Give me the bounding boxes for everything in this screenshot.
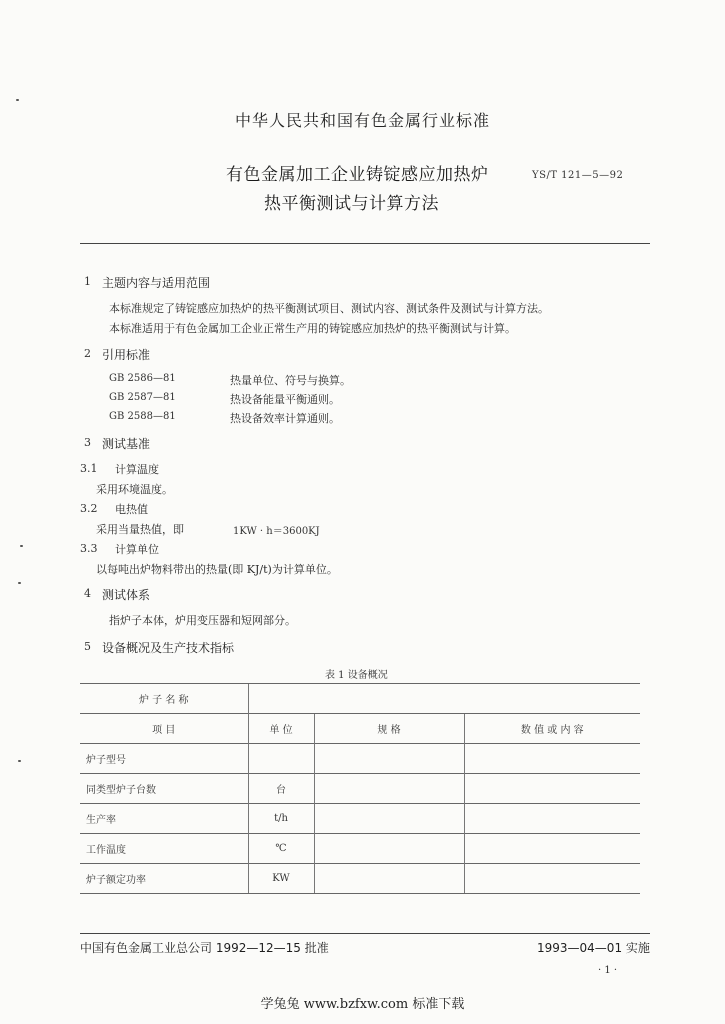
row-spec — [314, 834, 464, 864]
reference-code: GB 2588—81 — [109, 411, 176, 422]
row-item: 工作温度 — [80, 834, 248, 864]
heat-value-formula: 1KW · h＝3600KJ — [233, 526, 320, 537]
row-item: 炉子型号 — [80, 744, 248, 774]
approval-line: 中国有色金属工业总公司 1992—12—15 批准 — [80, 941, 329, 955]
section-3-heading: 测试基准 — [102, 437, 151, 451]
page-number: · 1 · — [598, 965, 618, 976]
implementation-date: 1993—04—01 实施 — [537, 941, 650, 955]
reference-code: GB 2587—81 — [109, 392, 176, 403]
row-value — [464, 774, 640, 804]
section-4-text: 指炉子本体，炉用变压器和短网部分。 — [109, 614, 296, 627]
section-4-number: 4 — [84, 587, 91, 600]
header-rule — [80, 243, 650, 244]
row-item: 同类型炉子台数 — [80, 774, 248, 804]
row-unit: t/h — [248, 804, 314, 834]
document-title-line1: 有色金属加工企业铸锭感应加热炉 — [226, 165, 489, 185]
section-1-number: 1 — [84, 275, 91, 288]
row-value — [464, 744, 640, 774]
subsection-3-3-text: 以每吨出炉物料带出的热量(即 KJ/t)为计算单位。 — [96, 563, 338, 576]
column-header-spec: 规 格 — [314, 714, 464, 744]
table-row — [80, 804, 640, 834]
subsection-3-1-text: 采用环境温度。 — [96, 483, 173, 496]
subsection-3-3-title: 计算单位 — [115, 543, 159, 556]
section-5-heading: 设备概况及生产技术指标 — [102, 641, 235, 655]
row-value — [464, 834, 640, 864]
table-row — [80, 864, 640, 894]
table-row — [80, 834, 640, 864]
column-header-unit: 单 位 — [248, 714, 314, 744]
furnace-name-value — [248, 684, 640, 714]
table-row — [80, 774, 640, 804]
reference-title: 热量单位、符号与换算。 — [230, 374, 351, 387]
equipment-overview-table — [80, 683, 640, 894]
subsection-3-2-number: 3.2 — [80, 502, 98, 515]
subsection-3-1-number: 3.1 — [80, 462, 98, 475]
reference-title: 热设备能量平衡通则。 — [230, 393, 340, 406]
section-3-number: 3 — [84, 436, 91, 449]
row-unit: KW — [248, 864, 314, 894]
row-item: 生产率 — [80, 804, 248, 834]
section-1-heading: 主题内容与适用范围 — [102, 276, 211, 290]
reference-title: 热设备效率计算通则。 — [230, 412, 340, 425]
section-1-paragraph-2: 本标准适用于有色金属加工企业正常生产用的铸锭感应加热炉的热平衡测试与计算。 — [109, 322, 516, 335]
scan-speck — [16, 99, 19, 101]
row-spec — [314, 744, 464, 774]
subsection-3-3-number: 3.3 — [80, 542, 98, 555]
furnace-name-label: 炉 子 名 称 — [80, 684, 248, 714]
table-header-row — [80, 714, 640, 744]
organization-title: 中华人民共和国有色金属行业标准 — [234, 111, 490, 130]
section-4-heading: 测试体系 — [102, 588, 151, 602]
reference-code: GB 2586—81 — [109, 373, 176, 384]
subsection-3-2-title: 电热值 — [115, 503, 148, 516]
subsection-3-2-text: 采用当量热值，即 — [96, 523, 184, 536]
document-title-line2: 热平衡测试与计算方法 — [264, 194, 439, 214]
scan-speck — [18, 760, 21, 762]
row-spec — [314, 774, 464, 804]
table-row — [80, 744, 640, 774]
row-spec — [314, 864, 464, 894]
footer-rule — [80, 933, 650, 934]
row-value — [464, 804, 640, 834]
section-1-paragraph-1: 本标准规定了铸锭感应加热炉的热平衡测试项目、测试内容、测试条件及测试与计算方法。 — [109, 302, 549, 315]
subsection-3-1-title: 计算温度 — [115, 463, 159, 476]
section-2-heading: 引用标准 — [102, 348, 151, 362]
row-item: 炉子额定功率 — [80, 864, 248, 894]
site-watermark: 学兔兔 www.bzfxw.com 标准下载 — [260, 997, 465, 1012]
section-2-number: 2 — [84, 347, 91, 360]
row-unit — [248, 744, 314, 774]
scan-speck — [18, 582, 21, 584]
row-unit: ℃ — [248, 834, 314, 864]
table-name-row — [80, 684, 640, 714]
scan-speck — [20, 545, 23, 547]
row-spec — [314, 804, 464, 834]
section-5-number: 5 — [84, 640, 91, 653]
column-header-value: 数 值 或 内 容 — [464, 714, 640, 744]
table-caption: 表 1 设备概况 — [325, 670, 388, 681]
row-value — [464, 864, 640, 894]
row-unit: 台 — [248, 774, 314, 804]
standard-code: YS/T 121—5—92 — [532, 170, 624, 181]
column-header-item: 项 目 — [80, 714, 248, 744]
